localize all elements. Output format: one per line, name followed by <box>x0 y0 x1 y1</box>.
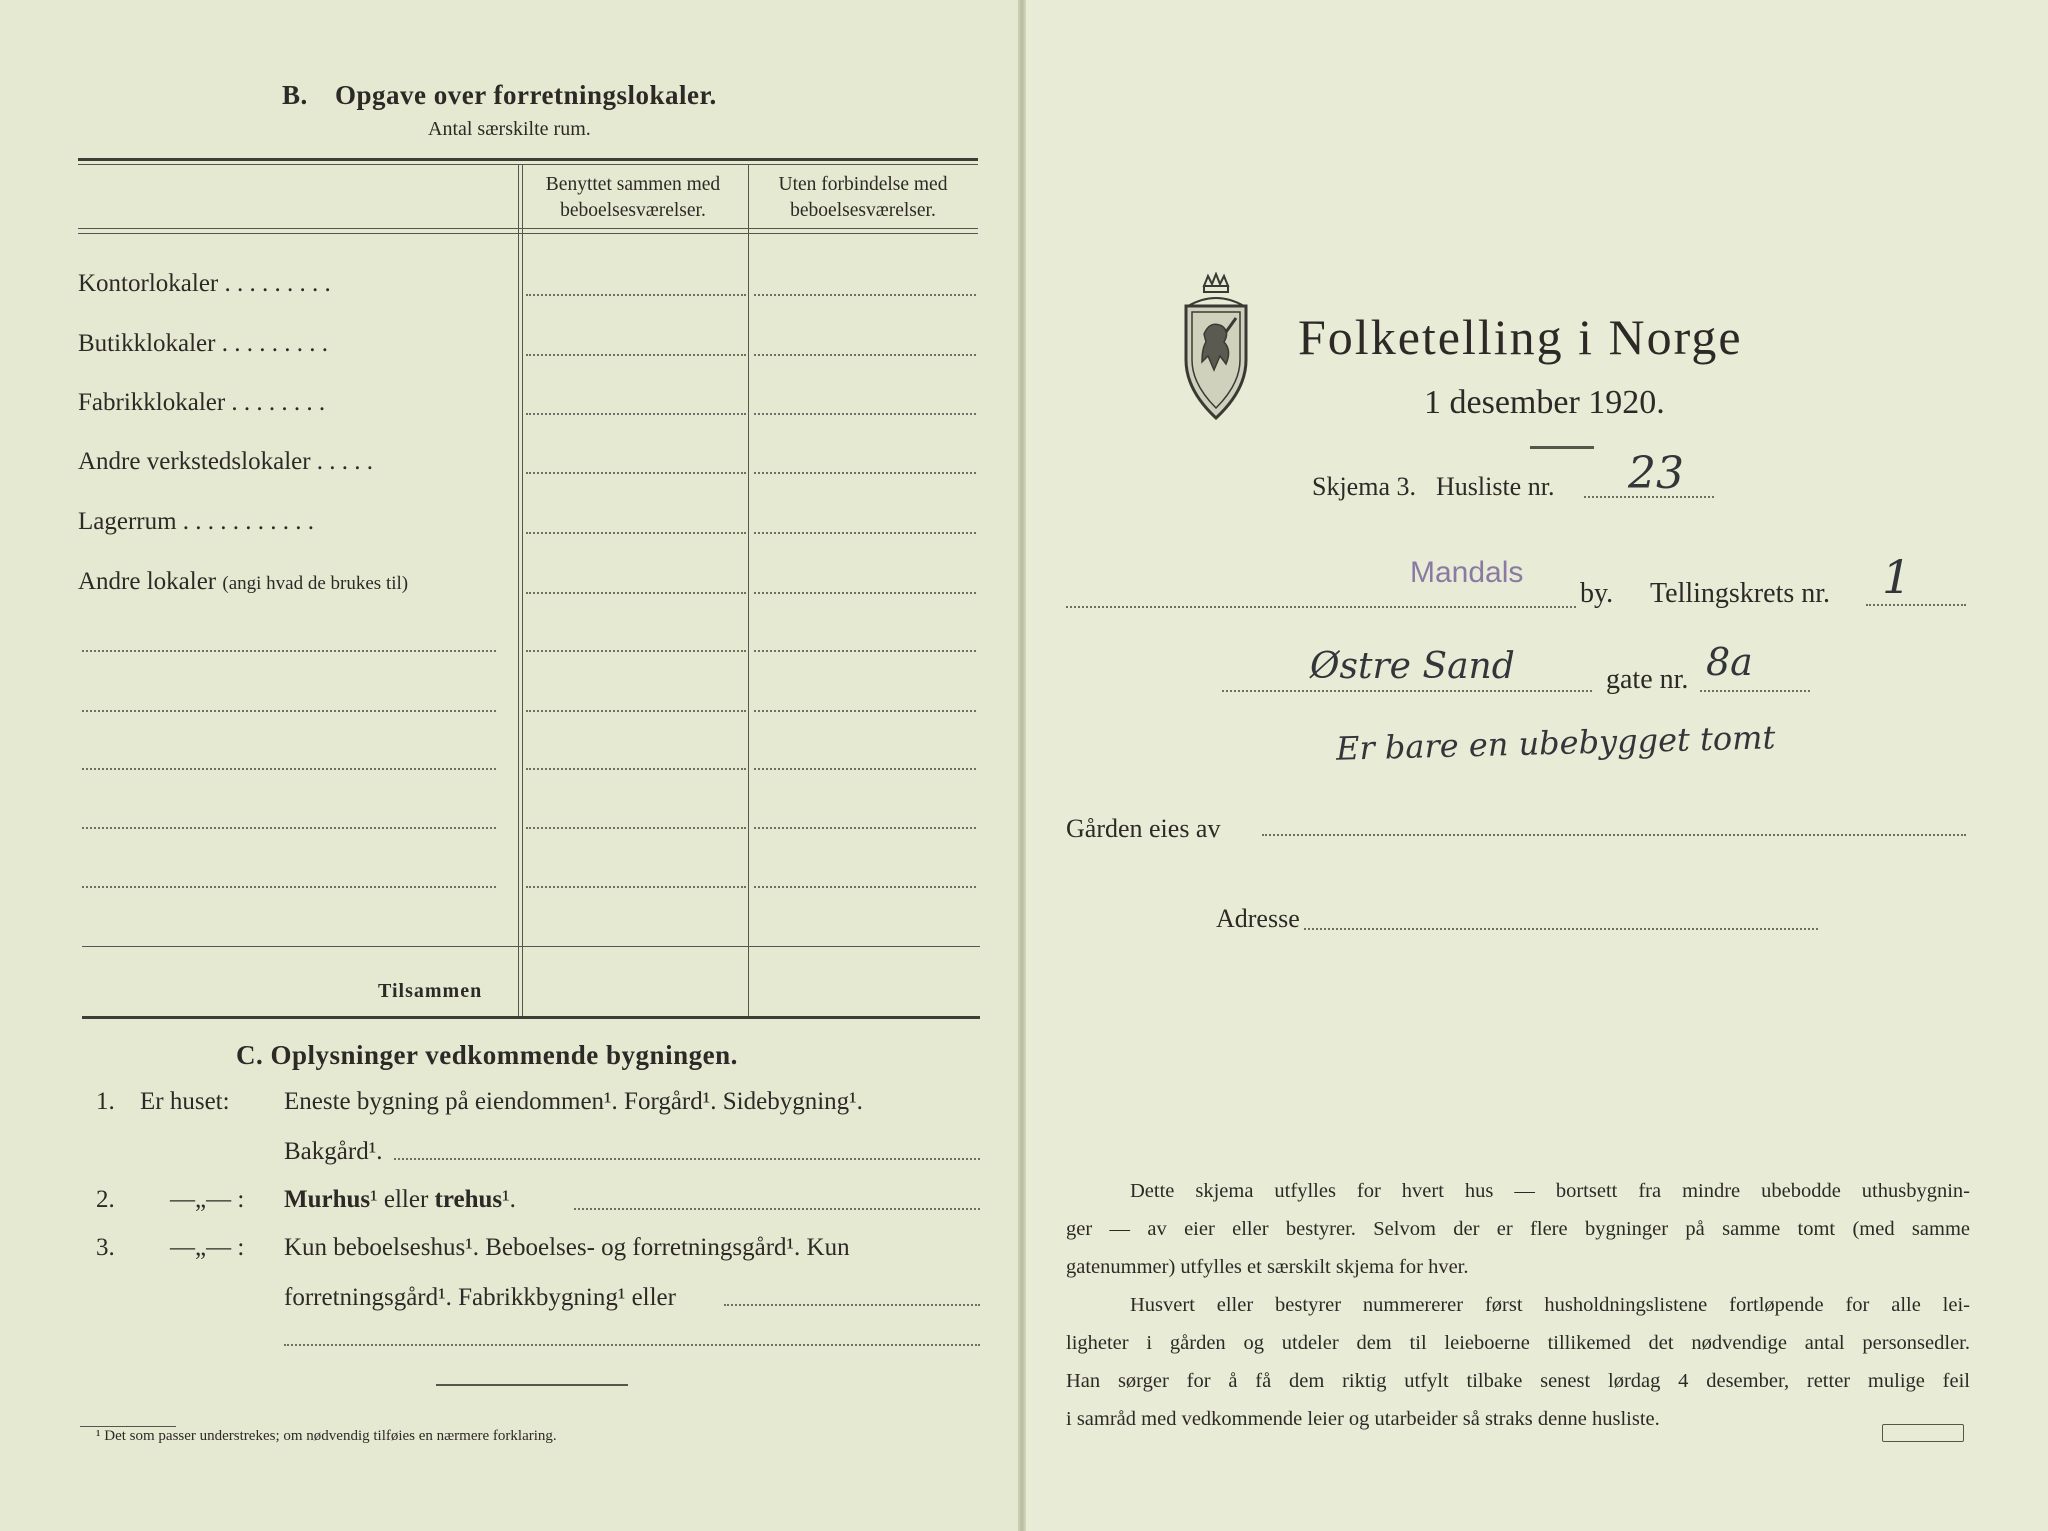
section-c-end-rule <box>436 1384 628 1386</box>
col2-line-10 <box>754 827 976 829</box>
other-line-3 <box>82 768 496 770</box>
instruction-line-2: ger — av eier eller bestyrer. Selvom der er flere bygninger på samme tomt (med samme <box>1066 1218 1970 1240</box>
instruction-line-7: i samråd med vedkommende leier og utarbeider så straks denne husliste. <box>1066 1408 1660 1430</box>
col2-line-6 <box>754 592 976 594</box>
col1-line-5 <box>526 532 746 534</box>
col1-line-7 <box>526 650 746 652</box>
col2-line-5 <box>754 532 976 534</box>
column-divider-1b <box>522 164 523 1018</box>
header-bottom-rule-2 <box>78 233 978 234</box>
q1-number: 1. <box>96 1088 115 1115</box>
header-bottom-rule <box>78 228 978 229</box>
row-andre-lokaler-label: Andre lokaler <box>78 568 217 595</box>
q3-answer-line <box>724 1304 980 1306</box>
row-andre-verkstedslokaler: Andre verkstedslokaler . . . . . <box>78 448 374 475</box>
column-header-1-line1: Benyttet sammen med <box>545 174 721 195</box>
q3-text: Kun beboelseshus¹. Beboelses- og forretningsgård¹. Kun <box>284 1234 850 1261</box>
col1-line-2 <box>526 354 746 356</box>
printer-mark <box>1882 1424 1964 1442</box>
section-c-title: C. Oplysninger vedkommende bygningen. <box>236 1040 738 1070</box>
section-b-letter: B. <box>282 80 308 110</box>
column-header-1 <box>522 172 744 224</box>
owner-line <box>1262 834 1966 836</box>
col2-line-3 <box>754 413 976 415</box>
col2-line-4 <box>754 472 976 474</box>
q1-text: Eneste bygning på eiendommen¹. Forgård¹. Sidebygning¹. <box>284 1088 863 1115</box>
instruction-line-6: Han sørger for å få dem riktig utfylt tilbake senest lørdag 4 desember, retter mulige feil <box>1066 1370 1970 1392</box>
column-divider-2 <box>748 164 749 1018</box>
table-top-rule <box>78 158 978 161</box>
gate-value: 8a <box>1706 640 1753 684</box>
q3-label: —„— : <box>170 1234 245 1261</box>
husliste-label: Husliste nr. <box>1436 472 1555 501</box>
col2-line-1 <box>754 294 976 296</box>
other-line-5 <box>82 886 496 888</box>
instruction-line-3: gatenummer) utfylles et særskilt skjema for hver. <box>1066 1256 1469 1278</box>
footnote: ¹ Det som passer understrekes; om nødvendig tilføies en nærmere forklaring. <box>96 1428 557 1444</box>
row-kontorlokaler: Kontorlokaler . . . . . . . . . <box>78 270 331 297</box>
address-line <box>1304 928 1818 930</box>
section-b-title: Opgave over forretningslokaler. <box>335 80 717 110</box>
q2-eller: ¹ eller <box>370 1186 429 1213</box>
col1-line-9 <box>526 768 746 770</box>
col1-line-4 <box>526 472 746 474</box>
city-line <box>1066 606 1576 608</box>
page-fold <box>1018 0 1026 1531</box>
column-header-2 <box>752 172 974 224</box>
col2-line-7 <box>754 650 976 652</box>
table-top-rule-thin <box>78 164 978 165</box>
husliste-value: 23 <box>1628 448 1684 499</box>
husliste-line <box>1584 496 1714 498</box>
tellingskrets-label: Tellingskrets nr. <box>1650 578 1831 609</box>
col1-line-8 <box>526 710 746 712</box>
total-label: Tilsammen <box>378 980 483 1002</box>
col1-line-1 <box>526 294 746 296</box>
row-fabrikklokaler: Fabrikklokaler . . . . . . . . <box>78 389 326 416</box>
instructions <box>1066 1172 1970 1438</box>
form-title: Folketelling i Norge <box>1298 309 1743 365</box>
col1-line-6 <box>526 592 746 594</box>
footnote-rule <box>80 1426 176 1427</box>
coat-of-arms-icon <box>1176 272 1256 422</box>
q3-number: 3. <box>96 1234 115 1261</box>
q2-murhus: Murhus <box>284 1186 371 1213</box>
total-top-rule <box>82 946 980 947</box>
street-line <box>1222 690 1592 692</box>
q2-label: —„— : <box>170 1186 245 1213</box>
by-label: by. <box>1580 578 1614 609</box>
instruction-line-1: Dette skjema utfylles for hvert hus — bortsett fra mindre ubebodde uthusbygnin- <box>1130 1180 1970 1202</box>
q2-number: 2. <box>96 1186 115 1213</box>
gate-label: gate nr. <box>1606 664 1689 695</box>
street-value: Østre Sand <box>1310 646 1515 687</box>
instruction-line-4: Husvert eller bestyrer nummererer først husholdningslistene fortløpende for alle lei- <box>1130 1294 1970 1316</box>
row-butikklokaler: Butikklokaler . . . . . . . . . <box>78 330 328 357</box>
row-andre-lokaler-note: (angi hvad de brukes til) <box>222 573 409 594</box>
city-stamp: Mandals <box>1410 556 1524 589</box>
other-line-1 <box>82 650 496 652</box>
other-line-4 <box>82 827 496 829</box>
column-divider-1 <box>518 164 519 1018</box>
q3-text-2: forretningsgård¹. Fabrikkbygning¹ eller <box>284 1284 676 1311</box>
total-bottom-rule <box>82 1016 980 1019</box>
skjema-label: Skjema 3. <box>1312 472 1416 501</box>
other-line-2 <box>82 710 496 712</box>
col2-line-2 <box>754 354 976 356</box>
section-b-heading <box>282 80 717 111</box>
row-andre-lokaler <box>78 568 408 596</box>
q3-answer-line-2 <box>284 1344 980 1346</box>
column-header-2-line1: Uten forbindelse med <box>778 174 948 195</box>
col2-line-11 <box>754 886 976 888</box>
q2-text <box>284 1186 516 1214</box>
instruction-line-5: ligheter i gården og utdeler dem til leieboerne tillikemed det nødvendige antal personsedler. <box>1066 1332 1970 1354</box>
owner-label: Gården eies av <box>1066 814 1221 843</box>
tellingskrets-value: 1 <box>1882 550 1912 604</box>
q1-label: Er huset: <box>140 1088 230 1115</box>
title-rule <box>1530 446 1594 449</box>
col2-line-8 <box>754 710 976 712</box>
col1-line-3 <box>526 413 746 415</box>
col1-line-11 <box>526 886 746 888</box>
column-header-1-line2: beboelsesværelser. <box>560 200 706 221</box>
section-b-subtitle: Antal særskilte rum. <box>428 118 591 140</box>
col2-line-9 <box>754 768 976 770</box>
census-date: 1 desember 1920. <box>1424 384 1665 421</box>
address-label: Adresse <box>1216 904 1300 933</box>
q2-trehus: trehus <box>434 1186 503 1213</box>
q1-answer-line <box>394 1158 980 1160</box>
row-lagerrum: Lagerrum . . . . . . . . . . . <box>78 508 315 535</box>
col1-line-10 <box>526 827 746 829</box>
tellingskrets-line <box>1866 604 1966 606</box>
q1-text-2: Bakgård¹. <box>284 1138 383 1165</box>
handwritten-note: Er bare en ubebygget tomt <box>1335 718 1776 768</box>
q2-end: ¹. <box>502 1186 516 1213</box>
q2-answer-line <box>574 1208 980 1210</box>
gate-line <box>1700 690 1810 692</box>
column-header-2-line2: beboelsesværelser. <box>790 200 936 221</box>
